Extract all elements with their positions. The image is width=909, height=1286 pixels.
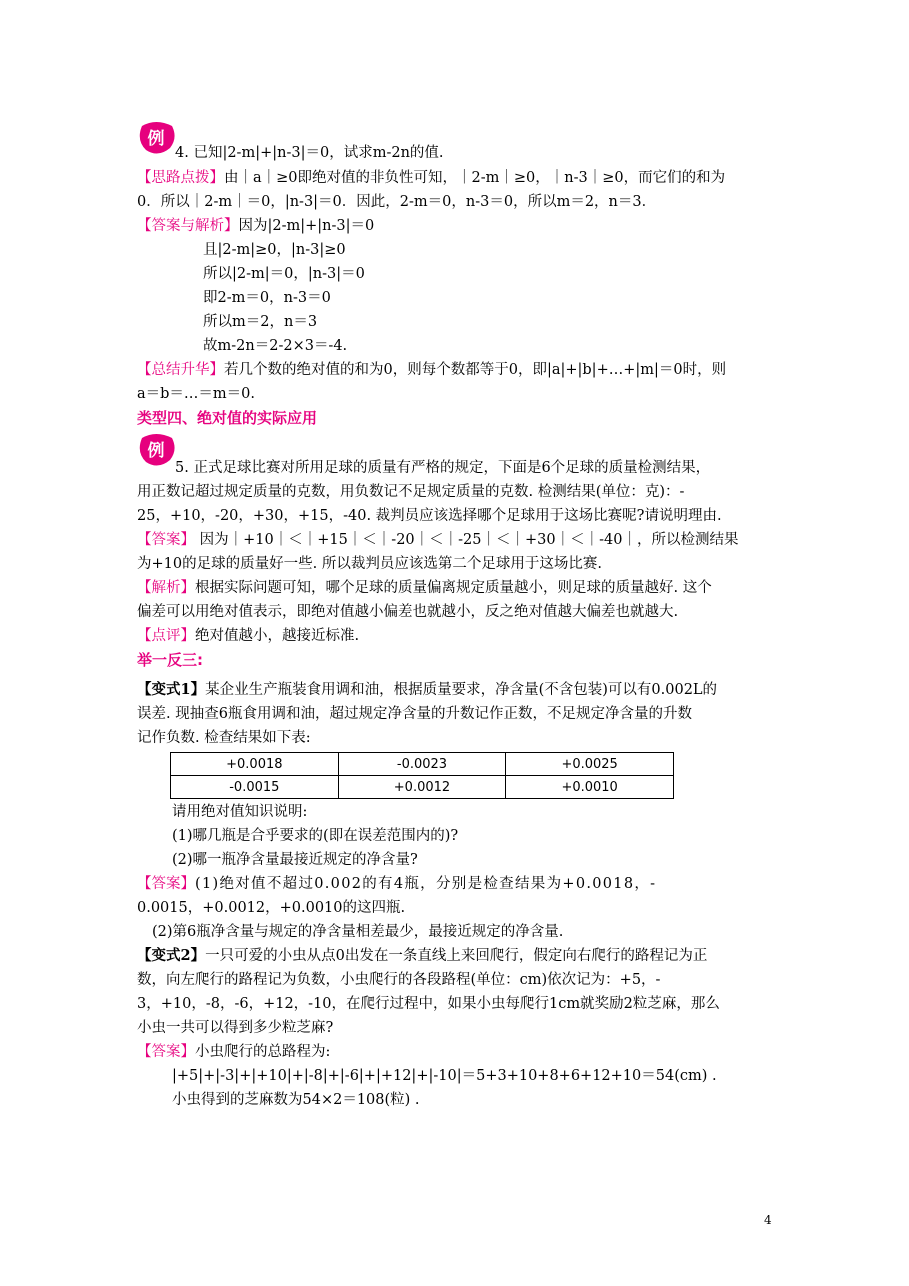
ex4-step-1: 且|2-m|≥0，|n-3|≥0 — [203, 242, 346, 258]
answer-text-1: 因为|2-m|+|n-3|＝0 — [238, 218, 375, 234]
v2-tag: 【变式2】 — [137, 947, 206, 964]
ex4-question: 4. 已知|2-m|+|n-3|＝0，试求m-2n的值. — [175, 145, 444, 161]
ex4-step-5: 故m-2n＝2-2×3＝-4. — [203, 338, 348, 354]
table-row — [171, 776, 674, 799]
table-cell: -0.0015 — [171, 776, 339, 799]
section-title: 类型四、绝对值的实际应用 — [137, 409, 318, 427]
table-cell: +0.0025 — [506, 753, 674, 776]
ex4-step-2: 所以|2-m|＝0，|n-3|＝0 — [203, 266, 365, 282]
v1-tag: 【变式1】 — [137, 681, 206, 698]
v2-line-3: 3，+10，-8，-6，+12，-10，在爬行过程中，如果小虫每爬行1cm就奖励2粒芝麻，那么 — [137, 996, 720, 1012]
svg-text:例: 例 — [147, 129, 165, 149]
summary-tag: 【总结升华】 — [137, 362, 224, 378]
v1-line-1 — [137, 680, 717, 700]
ex5-answer-line-1 — [137, 530, 738, 550]
example-badge-icon — [136, 120, 176, 156]
table-cell: -0.0023 — [338, 753, 506, 776]
answer-tag: 【答案】 — [137, 876, 195, 892]
v1-answer-line-2: 0.0015，+0.0012，+0.0010的这四瓶. — [137, 900, 406, 916]
answer-text-1: (1)绝对值不超过0.002的有4瓶，分别是检查结果为+0.0018，- — [195, 876, 657, 892]
v2-answer-line-3: 小虫得到的芝麻数为54×2＝108(粒) . — [172, 1092, 420, 1108]
v1-prompt: 请用绝对值知识说明: — [172, 804, 308, 820]
hint-text-1: 由｜a｜≥0即绝对值的非负性可知，｜2-m｜≥0，｜n-3｜≥0，而它们的和为 — [224, 170, 726, 186]
v1-line-3: 记作负数. 检查结果如下表: — [137, 730, 311, 746]
ex5-question-1: 5. 正式足球比赛对所用足球的质量有严格的规定，下面是6个足球的质量检测结果， — [175, 460, 711, 476]
v1-text-1: 某企业生产瓶装食用调和油，根据质量要求，净含量(不含包装)可以有0.002L的 — [205, 682, 718, 698]
ex5-analysis-line-2: 偏差可以用绝对值表示，即绝对值越小偏差也就越小，反之绝对值越大偏差也就越大. — [137, 604, 679, 620]
v1-answer-line-3: (2)第6瓶净含量与规定的净含量相差最少，最接近规定的净含量. — [152, 924, 564, 940]
ex4-hint-line-1 — [137, 168, 725, 188]
table-row — [171, 753, 674, 776]
v1-q2: (2)哪一瓶净含量最接近规定的净含量? — [172, 852, 418, 868]
table-cell: +0.0012 — [338, 776, 506, 799]
ex5-answer-line-2: 为+10的足球的质量好一些. 所以裁判员应该选第二个足球用于这场比赛. — [137, 556, 602, 572]
page-number: 4 — [764, 1213, 772, 1227]
analysis-text-1: 根据实际问题可知，哪个足球的质量偏离规定质量越小，则足球的质量越好. 这个 — [195, 580, 712, 596]
table-cell: +0.0018 — [171, 753, 339, 776]
table-cell: +0.0010 — [506, 776, 674, 799]
v2-text-1: 一只可爱的小虫从点0出发在一条直线上来回爬行，假定向右爬行的路程记为正 — [205, 948, 708, 964]
v1-answer-line-1 — [137, 874, 656, 894]
ex4-hint-line-2: 0．所以｜2-m｜＝0，|n-3|＝0．因此，2-m＝0，n-3＝0，所以m＝2，n＝3． — [137, 194, 657, 210]
comment-text: 绝对值越小，越接近标准. — [195, 628, 360, 644]
v2-answer-line-2: |+5|+|-3|+|+10|+|-8|+|-6|+|+12|+|-10|＝5+3+10+8+6+12+10＝54(cm) . — [172, 1068, 717, 1084]
answer-text-1: 小虫爬行的总路程为: — [195, 1044, 331, 1060]
ex5-question-3: 25，+10，-20，+30，+15，-40. 裁判员应该选择哪个足球用于这场比赛呢?请说明理由. — [137, 508, 722, 524]
v2-line-4: 小虫一共可以得到多少粒芝麻? — [137, 1020, 334, 1036]
v2-line-1 — [137, 946, 707, 966]
example-badge-icon — [136, 432, 176, 468]
answer-tag: 【答案】 — [137, 1044, 195, 1060]
v2-line-2: 数，向左爬行的路程记为负数，小虫爬行的各段路程(单位：cm)依次记为：+5，- — [137, 972, 661, 988]
ex5-comment-line — [137, 626, 359, 646]
ex4-summary-line-2: a＝b＝…＝m＝0. — [137, 386, 256, 402]
comment-tag: 【点评】 — [137, 628, 195, 644]
ex4-answer-line-1 — [137, 216, 374, 236]
practice-title: 举一反三: — [137, 651, 203, 669]
ex4-summary-line-1 — [137, 360, 726, 380]
ex4-step-4: 所以m＝2，n＝3 — [203, 314, 318, 330]
analysis-tag: 【解析】 — [137, 580, 195, 596]
results-table — [170, 752, 674, 799]
v2-answer-line-1 — [137, 1042, 330, 1062]
ex5-analysis-line-1 — [137, 578, 712, 598]
v1-line-2: 误差. 现抽查6瓶食用调和油，超过规定净含量的升数记作正数，不足规定净含量的升数 — [137, 706, 692, 722]
svg-text:例: 例 — [147, 441, 165, 461]
answer-tag: 【答案】 — [137, 532, 195, 548]
ex5-question-2: 用正数记超过规定质量的克数，用负数记不足规定质量的克数. 检测结果(单位：克)：- — [137, 484, 685, 500]
answer-text-1: 因为｜+10｜＜｜+15｜＜｜-20｜＜｜-25｜＜｜+30｜＜｜-40｜，所以检测结果 — [195, 532, 739, 548]
hint-tag: 【思路点拨】 — [137, 170, 224, 186]
v1-q1: (1)哪几瓶是合乎要求的(即在误差范围内的)? — [172, 828, 459, 844]
ex4-step-3: 即2-m＝0，n-3＝0 — [203, 290, 331, 306]
answer-tag: 【答案与解析】 — [137, 218, 239, 234]
summary-text-1: 若几个数的绝对值的和为0，则每个数都等于0，即|a|+|b|+…+|m|＝0时，则 — [224, 362, 727, 378]
